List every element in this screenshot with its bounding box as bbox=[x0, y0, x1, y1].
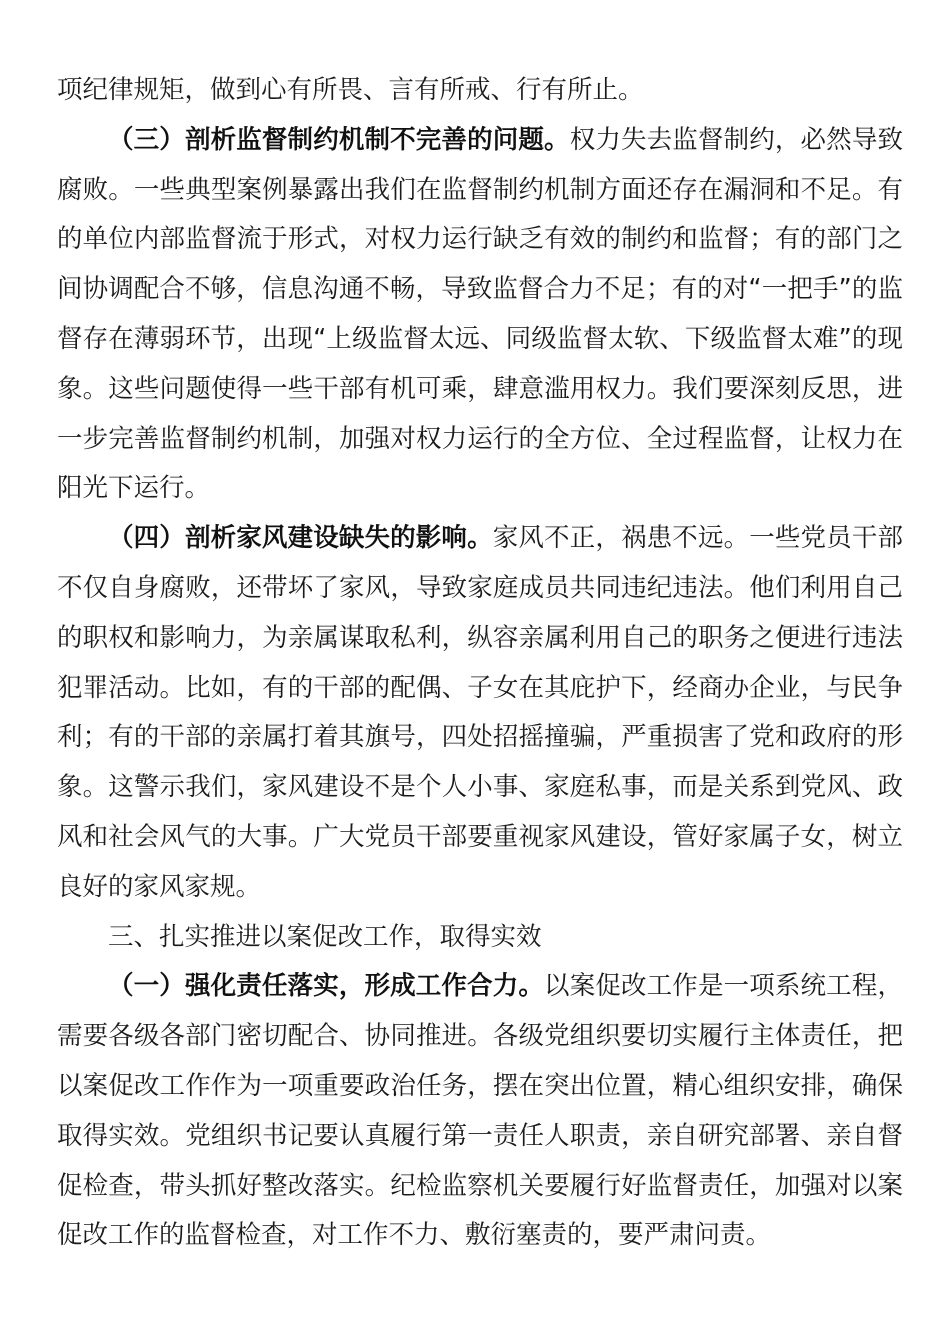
paragraph-text: 家风不正，祸患不远。一些党员干部不仅自身腐败，还带坏了家风，导致家庭成员共同违纪违法。他们利用自己的职权和影响力，为亲属谋取私利，纵容亲属利用自己的职务之便进行违法犯罪活动。比如，有的干部的配偶、子女在其庇护下，经商办企业，与民争利；有的干部的亲属打着其旗号，四处招摇撞骗，严重损害了党和政府的形象。这警示我们，家风建设不是个人小事、家庭私事，而是关系到党风、政风和社会风气的大事。广大党员干部要重视家风建设，管好家属子女，树立良好的家风家规。 bbox=[57, 523, 903, 902]
paragraph-text: 以案促改工作是一项系统工程，需要各级各部门密切配合、协同推进。各级党组织要切实履行主体责任，把以案促改工作作为一项重要政治任务，摆在突出位置，精心组织安排，确保取得实效。党组织书记要认真履行第一责任人职责，亲自研究部署、亲自督促检查，带头抓好整改落实。纪检监察机关要履行好监督责任，加强对以案促改工作的监督检查，对工作不力、敷衍塞责的，要严肃问责。 bbox=[57, 971, 903, 1251]
paragraph-heading: （一）强化责任落实，形成工作合力。 bbox=[108, 971, 545, 1002]
paragraph-family-style bbox=[57, 514, 903, 912]
paragraph-heading: （三）剖析监督制约机制不完善的问题。 bbox=[108, 124, 570, 155]
section-heading: 三、扎实推进以案促改工作，取得实效 bbox=[108, 921, 542, 952]
paragraph-heading: （四）剖析家风建设缺失的影响。 bbox=[108, 523, 493, 554]
paragraph-continuation: 项纪律规矩，做到心有所畏、言有所戒、行有所止。 bbox=[57, 75, 644, 105]
document-body bbox=[57, 66, 903, 1261]
paragraph-supervision-mechanism bbox=[57, 116, 903, 514]
paragraph-responsibility bbox=[57, 962, 903, 1261]
paragraph-text: 权力失去监督制约，必然导致腐败。一些典型案例暴露出我们在监督制约机制方面还存在漏洞和不足。有的单位内部监督流于形式，对权力运行缺乏有效的制约和监督；有的部门之间协调配合不够，信息沟通不畅，导致监督合力不足；有的对“一把手”的监督存在薄弱环节，出现“上级监督太远、同级监督太软、下级监督太难”的现象。这些问题使得一些干部有机可乘，肆意滥用权力。我们要深刻反思，进一步完善监督制约机制，加强对权力运行的全方位、全过程监督，让权力在阳光下运行。 bbox=[57, 124, 903, 504]
